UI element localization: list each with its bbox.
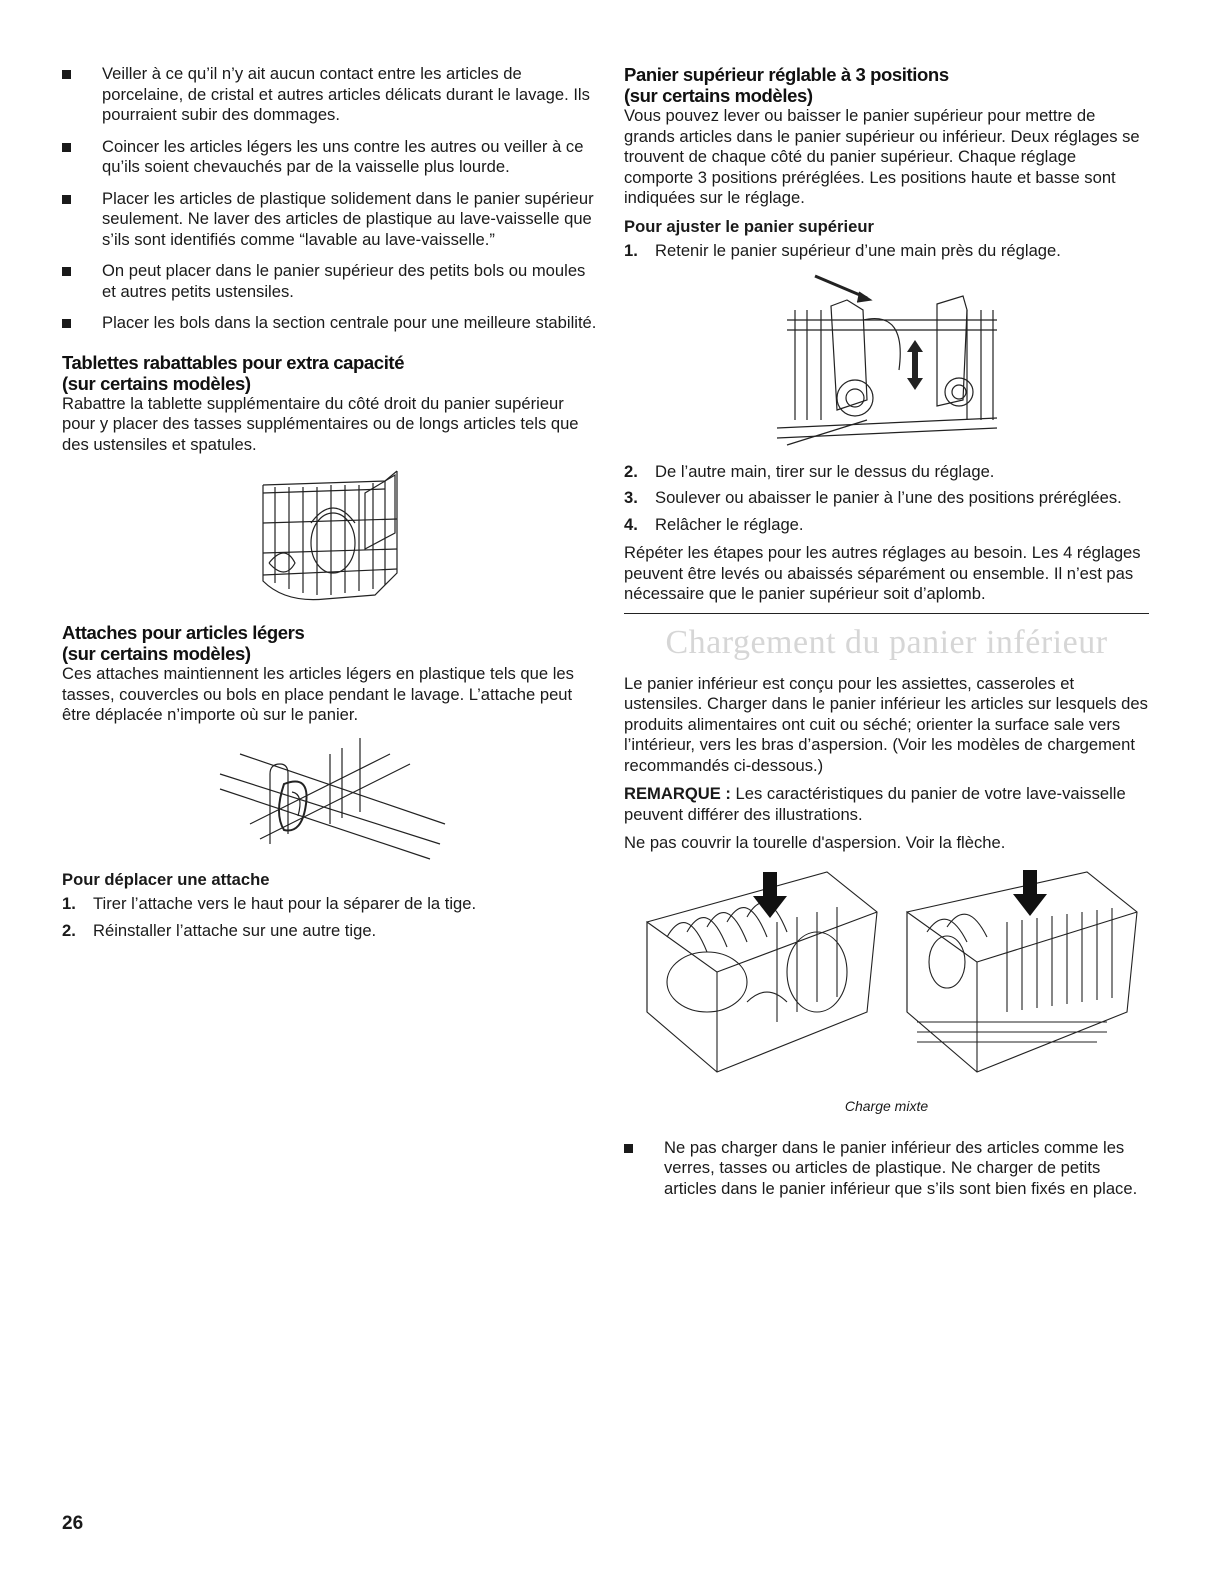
steps-list [624, 241, 1149, 262]
section-title: Attaches pour articles légers [62, 622, 305, 643]
section-divider [624, 613, 1149, 614]
fold-down-shelf-illustration [255, 463, 405, 608]
bullet-icon [62, 70, 71, 79]
section-body: Ces attaches maintiennent les articles légers en plastique tels que les tasses, couvercles ou bols en place pendant le lavage. L’attache peut être déplacée n’importe où sur le panier. [62, 664, 574, 724]
step-item: 2. Réinstaller l’attache sur une autre tige. [62, 920, 377, 940]
step-item: 1. Retenir le panier supérieur d’une main près du réglage. [624, 241, 1061, 260]
warning-text: Ne pas couvrir la tourelle d'aspersion. Voir la flèche. [624, 833, 1006, 852]
step-item: 4. Relâcher le réglage. [624, 514, 804, 534]
left-column [62, 64, 597, 949]
list-item: Placer les bols dans la section centrale pour une meilleure stabilité. [62, 313, 597, 334]
rack-adjuster-illustration [767, 270, 1007, 450]
section-subtitle: (sur certains modèles) [62, 372, 251, 394]
section-body: Le panier inférieur est conçu pour les assiettes, casseroles et ustensiles. Charger dans le panier inférieur les articles sur lesquels des produits alimentaires ont cuit ou séché; orienter la surface sale vers l’intérieur, vers les bras d’aspersion. (Voir les modèles de chargement recommandés ci-dessous.) [624, 673, 1148, 775]
step-item: 1. Tirer l’attache vers le haut pour la séparer de la tige. [62, 894, 477, 913]
bullet-icon [624, 1144, 633, 1153]
list-item: Veiller à ce qu’il n’y ait aucun contact entre les articles de porcelaine, de cristal et autres articles délicats durant le lavage. Ils pourraient subir des dommages. [62, 64, 597, 126]
figure-caption: Charge mixte [844, 1097, 929, 1114]
list-item: On peut placer dans le panier supérieur des petits bols ou moules et autres petits ustensiles. [62, 261, 597, 302]
note-label: REMARQUE : [624, 784, 731, 803]
chapter-title: Chargement du panier inférieur [665, 623, 1108, 661]
tablettes-section [62, 352, 597, 609]
section-subtitle: (sur certains modèles) [62, 643, 251, 664]
list-item: Coincer les articles légers les uns contre les autres ou veiller à ce qu’ils soient chevauchés par de la vaisselle plus lourde. [62, 137, 597, 178]
bullet-icon [62, 143, 71, 152]
step-item: 3. Soulever ou abaisser le panier à l’une des positions préréglées. [624, 488, 1122, 507]
section-body: Vous pouvez lever ou baisser le panier supérieur pour mettre de grands articles dans le panier supérieur ou inférieur. Deux réglages se trouvent de chaque côté du panier supérieur. Chaque réglage comporte 3 positions préréglées. Les positions haute et basse sont indiquées sur le réglage. [624, 106, 1140, 207]
list-item: Placer les articles de plastique solidement dans le panier supérieur seulement. Ne laver des articles de plastique au lave-vaisselle que s’ils sont identifiés comme “lavable au lave-vaisselle.” [62, 189, 597, 251]
section-body: Rabattre la tablette supplémentaire du côté droit du panier supérieur pour y placer des tasses supplémentaires ou de longs articles tels que des ustensiles et spatules. [62, 393, 579, 454]
list-item: Ne pas charger dans le panier inférieur des articles comme les verres, tasses ou articles de plastique. Ne charger de petits articles dans le panier inférieur que s’ils sont bien fixés en place. [624, 1138, 1149, 1200]
light-item-clip-illustration [210, 734, 450, 864]
deplacer-section [62, 870, 597, 942]
note-paragraph: REMARQUE : Les caractéristiques du panier de votre lave-vaisselle peuvent différer des illustrations. [624, 784, 1126, 824]
loading-tips-list [62, 64, 597, 334]
section-title: Panier supérieur réglable à 3 positions [624, 64, 949, 85]
steps-list [624, 462, 1149, 536]
bullet-icon [62, 195, 71, 204]
section-body: Répéter les étapes pour les autres réglages au besoin. Les 4 réglages peuvent être levés ou abaissés séparément ou ensemble. Il n’est pas nécessaire que le panier supérieur soit d’aplomb. [624, 543, 1141, 603]
section-title: Tablettes rabattables pour extra capacité [62, 351, 405, 373]
bullet-icon [62, 267, 71, 276]
lower-rack-tips-list [624, 1138, 1149, 1200]
attaches-section [62, 622, 597, 864]
page-number: 26 [62, 1513, 84, 1534]
step-item: 2. De l’autre main, tirer sur le dessus du réglage. [624, 461, 995, 481]
subsection-heading: Pour ajuster le panier supérieur [624, 216, 874, 236]
section-subtitle: (sur certains modèles) [624, 85, 813, 106]
right-column [624, 64, 1149, 1210]
steps-list [62, 894, 597, 941]
lower-rack-mixed-load-illustration [627, 862, 1147, 1092]
subsection-heading: Pour déplacer une attache [62, 869, 270, 889]
bullet-icon [62, 319, 71, 328]
